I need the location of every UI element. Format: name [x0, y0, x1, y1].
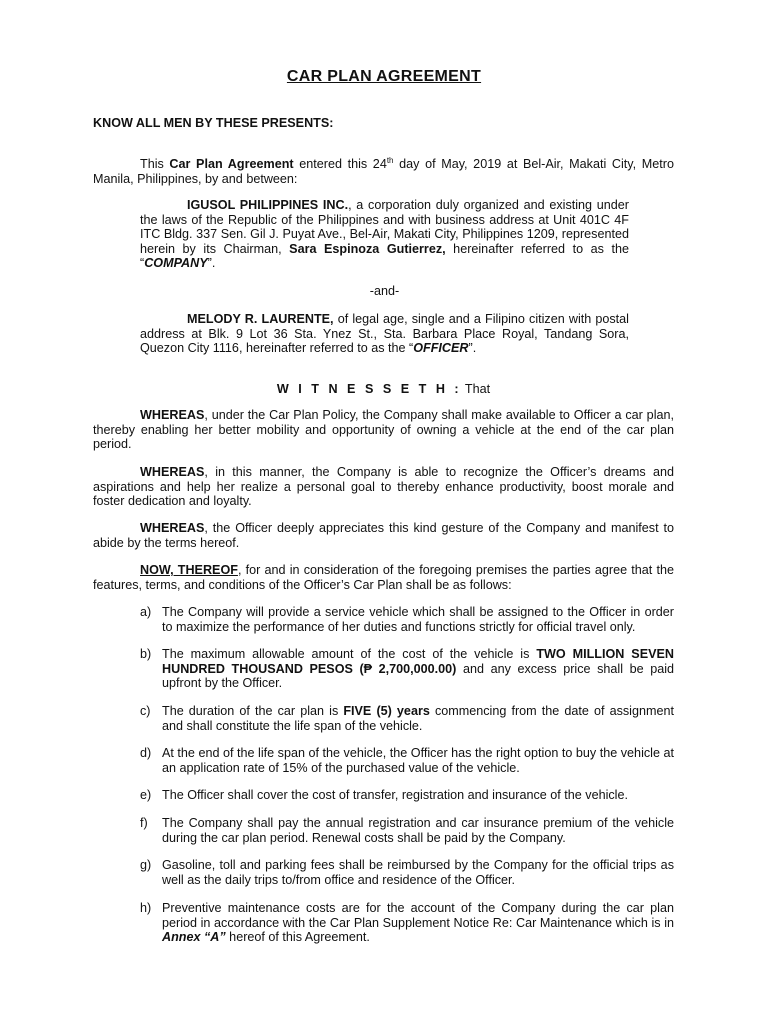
whereas-label: WHEREAS — [140, 521, 205, 535]
list-marker: h) — [140, 901, 152, 915]
company-chairman: Sara Espinoza Gutierrez, — [289, 241, 446, 256]
whereas-paragraph-1 — [93, 408, 674, 452]
vehicle-cost-limit: TWO MILLION SEVEN HUNDRED THOUSAND PESOS (₱ 2,700,000.00) — [162, 647, 674, 676]
company-party-paragraph — [140, 198, 629, 271]
plan-duration: FIVE (5) years — [343, 704, 430, 718]
item-c-text-2: commencing from the date of assignment and shall constitute the life span of the vehicle. — [162, 704, 674, 733]
item-b-text-2: and any excess price shall be paid upfront by the Officer. — [162, 661, 674, 691]
whereas-paragraph-3 — [93, 521, 674, 550]
list-item-text — [162, 901, 674, 945]
list-item-text — [162, 704, 674, 733]
list-marker: c) — [140, 704, 151, 718]
list-item-f — [140, 816, 674, 845]
item-b-text-1: The maximum allowable amount of the cost of the vehicle is — [162, 647, 537, 661]
whereas-label: WHEREAS — [140, 465, 205, 479]
intro-text-1: This — [140, 157, 170, 171]
annex-reference: Annex “A” — [162, 930, 226, 945]
intro-agreement-name: Car Plan Agreement — [169, 157, 294, 171]
list-marker: e) — [140, 788, 152, 802]
whereas-label: WHEREAS — [140, 408, 205, 422]
company-name: IGUSOL PHILIPPINES INC. — [187, 198, 349, 212]
list-item-e — [140, 788, 674, 803]
list-item-h — [140, 901, 674, 945]
list-item-d — [140, 746, 674, 775]
intro-ordinal-suffix: th — [386, 155, 394, 165]
list-marker: d) — [140, 746, 152, 760]
list-item-a — [140, 605, 674, 634]
company-text-1: , a corporation duly organized and existing under the laws of the Republic of the Philippines and with business address at Unit 401C 4F ITC Bldg. 337 Sen. Gil J. Puyat Ave., Bel-Air, Makati City, Philippines 1209, represented herein by its Chairman, — [140, 198, 629, 256]
officer-text-1: of legal age, single and a Filipino citizen with postal address at Blk. 9 Lot 36 Sta. Ynez St., Sta. Barbara Place Royal, Tandang Sora, Quezon City 1116, hereinafter referred to as the “ — [140, 312, 629, 356]
officer-name: MELODY R. LAURENTE, — [187, 312, 334, 326]
list-item-c — [140, 704, 674, 733]
whereas-paragraph-2 — [93, 465, 674, 509]
item-h-text-1: Preventive maintenance costs are for the account of the Company during the car plan period in accordance with the Car Plan Supplement Notice Re: Car Maintenance which is in — [162, 901, 674, 930]
list-item-text: Gasoline, toll and parking fees shall be reimbursed by the Company for the official trips as well as the daily trips to/from office and residence of the Officer. — [162, 858, 674, 887]
list-item-g — [140, 858, 674, 887]
intro-text-2: entered this 24 — [293, 157, 387, 171]
company-alias: COMPANY — [144, 256, 208, 271]
now-thereof-text: , for and in consideration of the foregoing premises the parties agree that the features, terms, and conditions of the Officer’s Car Plan shall be as follows: — [93, 563, 674, 592]
list-item-text: The Company will provide a service vehicle which shall be assigned to the Officer in order to maximize the performance of her duties and functions strictly for official travel only. — [162, 605, 674, 634]
and-separator: -and- — [369, 284, 400, 298]
whereas-text: , the Officer deeply appreciates this kind gesture of the Company and manifest to abide by the terms hereof. — [93, 521, 674, 550]
list-marker: f) — [140, 816, 148, 830]
witnesseth-heading — [93, 382, 674, 397]
list-marker: a) — [140, 605, 152, 619]
list-item-text: At the end of the life span of the vehicle, the Officer has the right option to buy the vehicle at an application rate of 15% of the purchased value of the vehicle. — [162, 746, 674, 775]
officer-alias: OFFICER — [413, 341, 469, 356]
whereas-text: , under the Car Plan Policy, the Company shall make available to Officer a car plan, thereby enabling her better mobility and opportunity of owning a vehicle at the end of the car plan period. — [93, 408, 674, 452]
item-c-text-1: The duration of the car plan is — [162, 704, 344, 718]
list-item-b — [140, 647, 674, 691]
officer-text-2: ”. — [468, 341, 477, 356]
list-item-text: The Company shall pay the annual registration and car insurance premium of the vehicle during the car plan period. Renewal costs shall be paid by the Company. — [162, 816, 674, 845]
witnesseth-bold: W I T N E S S E T H : — [276, 382, 462, 396]
list-item-text: The Officer shall cover the cost of transfer, registration and insurance of the vehicle. — [162, 788, 628, 802]
list-item-text — [162, 647, 674, 691]
company-text-2: hereinafter referred to as the “ — [140, 241, 629, 271]
list-marker: b) — [140, 647, 152, 661]
know-all-heading: KNOW ALL MEN BY THESE PRESENTS: — [93, 116, 334, 130]
whereas-text: , in this manner, the Company is able to recognize the Officer’s dreams and aspirations and help her realize a personal goal to thereby enhance productivity, boost morale and foster dedication and loyalty. — [93, 465, 674, 509]
list-marker: g) — [140, 858, 152, 872]
intro-paragraph — [93, 157, 674, 186]
company-text-3: ”. — [207, 256, 216, 271]
witnesseth-rest: That — [461, 382, 491, 396]
now-thereof-label: NOW, THEREOF — [140, 563, 238, 577]
now-thereof-paragraph — [93, 563, 674, 592]
item-h-text-2: hereof of this Agreement. — [225, 930, 370, 945]
officer-party-paragraph — [140, 312, 629, 356]
document-title: CAR PLAN AGREEMENT — [286, 68, 482, 85]
intro-text-3: day of May, 2019 at Bel-Air, Makati City, Metro Manila, Philippines, by and between: — [93, 157, 674, 186]
